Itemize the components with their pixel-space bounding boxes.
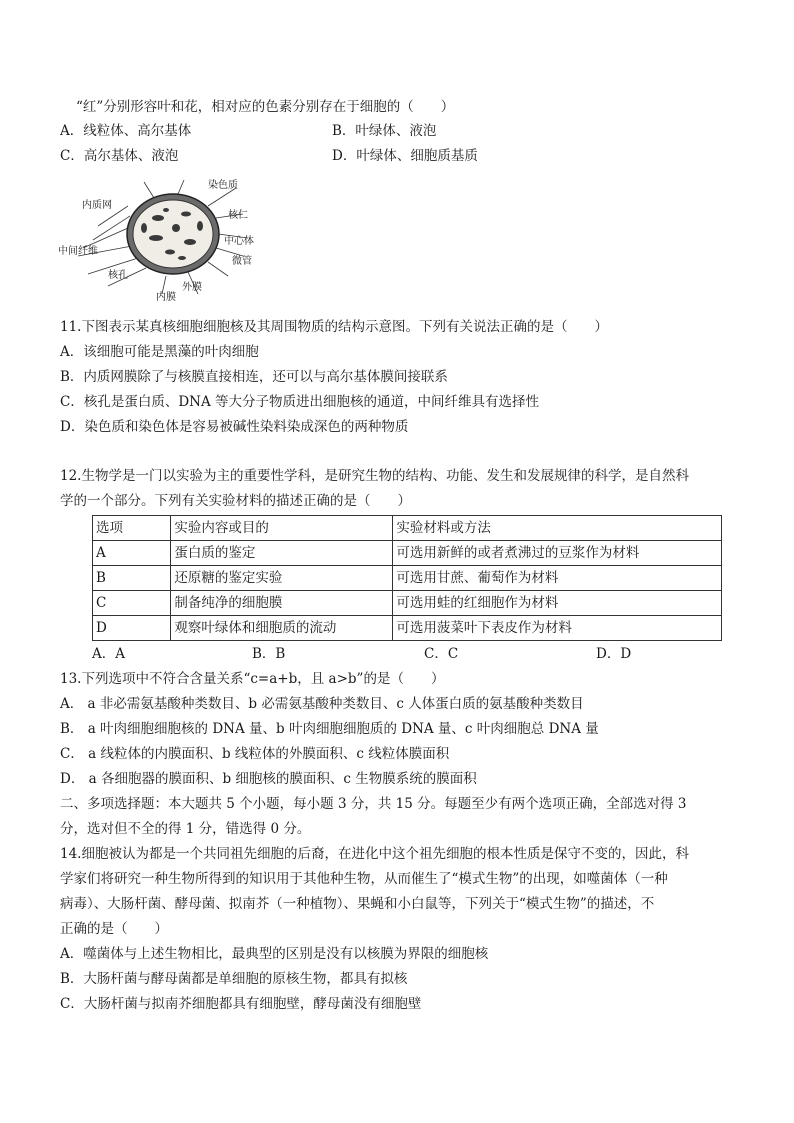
q11-option-d: D．染色质和染色体是容易被碱性染料染成深色的两种物质 bbox=[60, 419, 409, 435]
q10-option-a: A．线粒体、高尔基体 bbox=[60, 123, 192, 139]
table-row bbox=[93, 591, 722, 616]
q14-stem-line3: 病毒）、大肠杆菌、酵母菌、拟南芥（一种植物）、果蝇和小白鼠等，下列关于“模式生物”的描述，不 bbox=[60, 896, 655, 912]
table-row bbox=[93, 566, 722, 591]
q13-option-d: D． a 各细胞器的膜面积、b 细胞核的膜面积、c 生物膜系统的膜面积 bbox=[60, 771, 477, 787]
q11-option-a: A．该细胞可能是黑藻的叶肉细胞 bbox=[60, 344, 259, 360]
label-microtubule: 微管 bbox=[232, 256, 252, 267]
table-cell: 蛋白质的鉴定 bbox=[171, 541, 393, 566]
label-er: 内质网 bbox=[82, 200, 112, 211]
q14-option-a: A．噬菌体与上述生物相比，最典型的区别是没有以核膜为界限的细胞核 bbox=[60, 946, 489, 962]
section2-heading-line2: 分，选对但不全的得 1 分，错选得 0 分。 bbox=[60, 821, 311, 837]
table-cell: D bbox=[93, 616, 171, 641]
label-chromatin: 染色质 bbox=[208, 180, 238, 191]
table-cell: A bbox=[93, 541, 171, 566]
experiment-table bbox=[92, 515, 722, 641]
table-header-cell: 实验内容或目的 bbox=[171, 516, 393, 541]
label-inner-membrane: 内膜 bbox=[156, 292, 176, 303]
table-cell: 可选用新鲜的或者煮沸过的豆浆作为材料 bbox=[393, 541, 722, 566]
q12-option-a: A．A bbox=[92, 646, 125, 662]
q12-option-d: D．D bbox=[596, 646, 632, 662]
table-cell: C bbox=[93, 591, 171, 616]
table-row bbox=[93, 541, 722, 566]
table-cell: 观察叶绿体和细胞质的流动 bbox=[171, 616, 393, 641]
q14-option-b: B．大肠杆菌与酵母菌都是单细胞的原核生物，都具有拟核 bbox=[60, 971, 408, 987]
q12-stem-line2: 学的一个部分。下列有关实验材料的描述正确的是（ ） bbox=[60, 493, 411, 509]
inner-membrane bbox=[133, 200, 213, 268]
q14-stem-line2: 学家们将研究一种生物所得到的知识用于其他种生物，从而催生了“模式生物”的出现，如噬菌体（一种 bbox=[60, 871, 668, 887]
q10-option-b: B．叶绿体、液泡 bbox=[332, 123, 437, 139]
q13-option-c: C． a 线粒体的内膜面积、b 线粒体的外膜面积、c 线粒体膜面积 bbox=[60, 746, 450, 762]
table-cell: 可选用甘蔗、葡萄作为材料 bbox=[393, 566, 722, 591]
q14-stem-line1: 14.细胞被认为都是一个共同祖先细胞的后裔，在进化中这个祖先细胞的根本性质是保守不变的，因此，科 bbox=[60, 846, 689, 862]
label-nucleolus: 核仁 bbox=[228, 210, 248, 221]
label-outer-membrane: 外膜 bbox=[182, 282, 202, 293]
q12-stem-line1: 12.生物学是一门以实验为主的重要性学科，是研究生物的结构、功能、发生和发展规律的科学，是自然科 bbox=[60, 468, 689, 484]
q14-option-c: C．大肠杆菌与拟南芥细胞都具有细胞壁，酵母菌没有细胞壁 bbox=[60, 996, 422, 1012]
label-intermediate-filament: 中间纤维 bbox=[58, 246, 98, 257]
q10-option-d: D．叶绿体、细胞质基质 bbox=[332, 148, 478, 164]
label-nuclear-pore: 核孔 bbox=[108, 270, 128, 281]
table-cell: 可选用菠菜叶下表皮作为材料 bbox=[393, 616, 722, 641]
label-centrosome: 中心体 bbox=[224, 236, 254, 247]
q13-option-b: B． a 叶肉细胞细胞核的 DNA 量、b 叶肉细胞细胞质的 DNA 量、c 叶肉细胞总 DNA 量 bbox=[60, 721, 599, 737]
q14-stem-line4: 正确的是（ ） bbox=[60, 921, 168, 937]
q10-option-c: C．高尔基体、液泡 bbox=[60, 148, 179, 164]
section2-heading-line1: 二、多项选择题：本大题共 5 个小题，每小题 3 分，共 15 分。每题至少有两个选项正确，全部选对得 3 bbox=[60, 796, 687, 812]
table-cell: 制备纯净的细胞膜 bbox=[171, 591, 393, 616]
table-header-cell: 实验材料或方法 bbox=[393, 516, 722, 541]
table-header-cell: 选项 bbox=[93, 516, 171, 541]
table-cell: 可选用蛙的红细胞作为材料 bbox=[393, 591, 722, 616]
q12-option-b: B．B bbox=[252, 646, 286, 662]
table-cell: B bbox=[93, 566, 171, 591]
table-cell: 还原糖的鉴定实验 bbox=[171, 566, 393, 591]
q10-stem: “红”分别形容叶和花，相对应的色素分别存在于细胞的（ ） bbox=[76, 99, 455, 115]
q12-option-c: C．C bbox=[424, 646, 459, 662]
q13-option-a: A． a 非必需氨基酸种类数目、b 必需氨基酸种类数目、c 人体蛋白质的氨基酸种类数目 bbox=[60, 696, 584, 712]
q11-stem: 11.下图表示某真核细胞细胞核及其周围物质的结构示意图。下列有关说法正确的是（ ） bbox=[60, 319, 608, 335]
table-row bbox=[93, 616, 722, 641]
q11-option-c: C．核孔是蛋白质、DNA 等大分子物质进出细胞核的通道，中间纤维具有选择性 bbox=[60, 394, 540, 410]
q13-stem: 13.下列选项中不符合含量关系“c=a+b，且 a>b”的是（ ） bbox=[60, 671, 445, 687]
nucleus-diagram bbox=[58, 176, 273, 304]
q11-option-b: B．内质网膜除了与核膜直接相连，还可以与高尔基体膜间接联系 bbox=[60, 369, 448, 385]
table-header-row bbox=[93, 516, 722, 541]
